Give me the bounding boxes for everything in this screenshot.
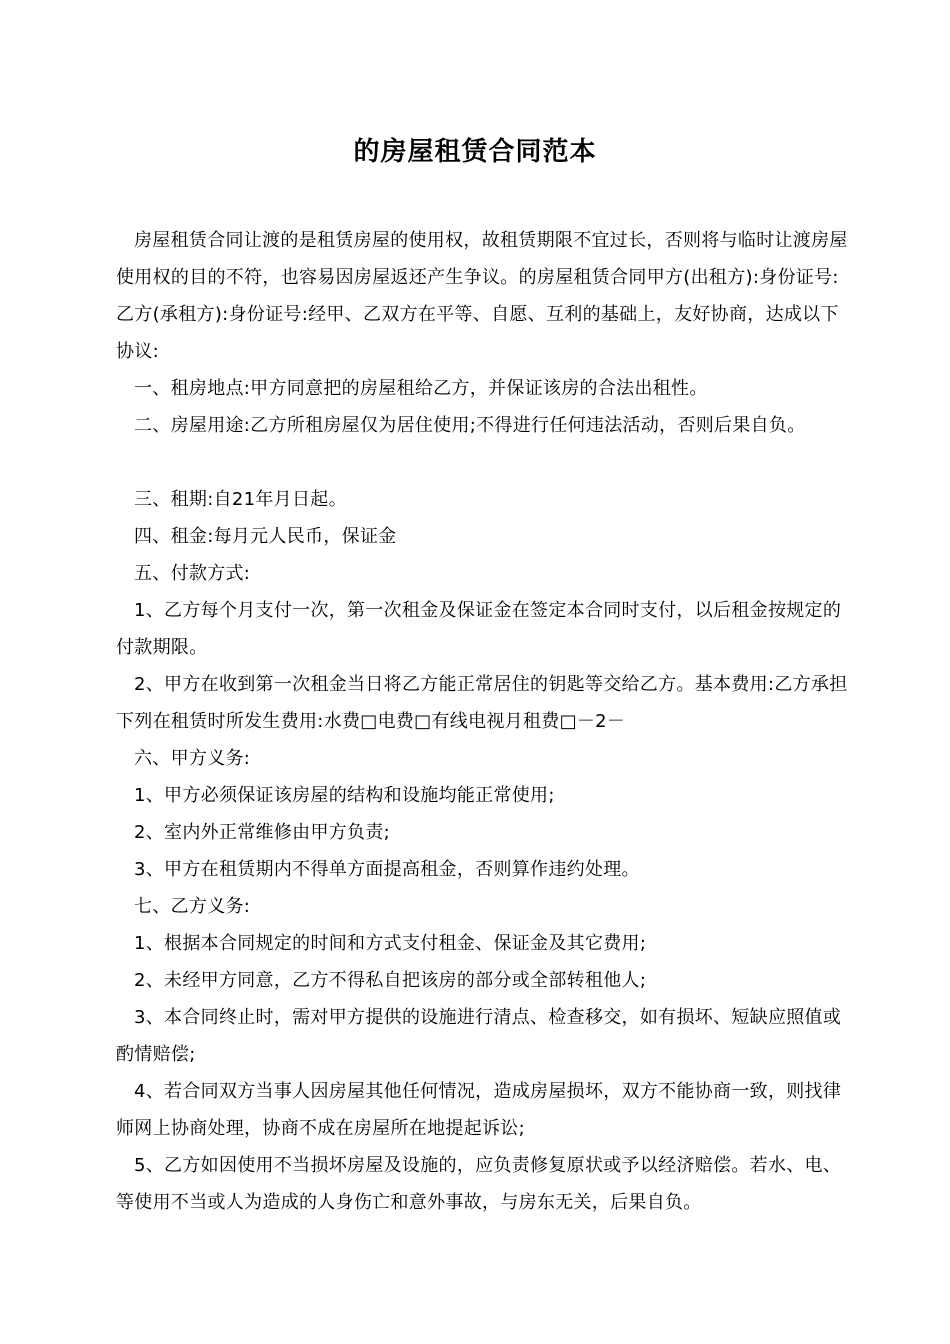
clause-7-tenant-duties-heading: 七、乙方义务: (134, 896, 251, 917)
document-title: 的房屋租赁合同范本 (353, 137, 597, 167)
document-body (116, 222, 856, 1221)
tenant-duty-2: 2、未经甲方同意，乙方不得私自把该房的部分或全部转租他人; (134, 970, 647, 991)
landlord-duty-2: 2、室内外正常维修由甲方负责; (134, 822, 391, 843)
clause-3-term: 三、租期:自21年月日起。 (134, 489, 347, 510)
tenant-duty-3: 3、本合同终止时，需对甲方提供的设施进行清点、检查移交，如有损坏、短缺应照值或酌情赔偿; (116, 1007, 842, 1065)
payment-item-1: 1、乙方每个月支付一次，第一次租金及保证金在签定本合同时支付，以后租金按规定的付款期限。 (116, 600, 842, 658)
tenant-duty-4: 4、若合同双方当事人因房屋其他任何情况，造成房屋损坏，双方不能协商一致，则找律师网上协商处理，协商不成在房屋所在地提起诉讼; (116, 1081, 842, 1139)
tenant-duty-1: 1、根据本合同规定的时间和方式支付租金、保证金及其它费用; (134, 933, 647, 954)
tenant-duty-5: 5、乙方如因使用不当损坏房屋及设施的，应负责修复原状或予以经济赔偿。若水、电、等使用不当或人为造成的人身伤亡和意外事故，与房东无关，后果自负。 (116, 1155, 842, 1213)
clause-5-payment-heading: 五、付款方式: (134, 563, 251, 584)
clause-1-location: 一、租房地点:甲方同意把的房屋租给乙方，并保证该房的合法出租性。 (134, 378, 708, 399)
clause-4-rent: 四、租金:每月元人民币，保证金 (134, 526, 397, 547)
landlord-duty-3: 3、甲方在租赁期内不得单方面提高租金，否则算作违约处理。 (134, 859, 640, 880)
intro-paragraph: 房屋租赁合同让渡的是租赁房屋的使用权，故租赁期限不宜过长，否则将与临时让渡房屋使用权的目的不符，也容易因房屋返还产生争议。的房屋租赁合同甲方(出租方):身份证号:乙方(承租方):身份证号:经甲、乙双方在平等、自愿、互利的基础上，友好协商，达成以下协议: (116, 230, 848, 362)
clause-2-usage: 二、房屋用途:乙方所租房屋仅为居住使用;不得进行任何违法活动，否则后果自负。 (134, 415, 806, 436)
clause-6-landlord-duties-heading: 六、甲方义务: (134, 748, 251, 769)
landlord-duty-1: 1、甲方必须保证该房屋的结构和设施均能正常使用; (134, 785, 555, 806)
payment-item-2: 2、甲方在收到第一次租金当日将乙方能正常居住的钥匙等交给乙方。基本费用:乙方承担下列在租赁时所发生费用:水费□电费□有线电视月租费□－2－ (116, 674, 848, 732)
